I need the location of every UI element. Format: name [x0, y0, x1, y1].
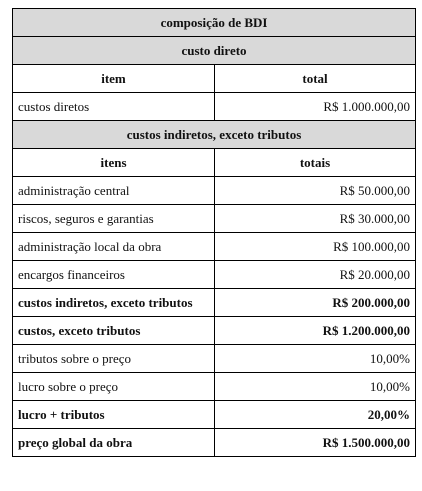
row-value: R$ 20.000,00: [215, 261, 416, 289]
row-value: R$ 30.000,00: [215, 205, 416, 233]
row-label: custos diretos: [13, 93, 215, 121]
row-value: R$ 1.500.000,00: [215, 429, 416, 457]
table-row: [13, 373, 416, 401]
direct-header-row: [13, 65, 416, 93]
table-row: [13, 345, 416, 373]
subtotal-row: [13, 289, 416, 317]
title-row: [13, 9, 416, 37]
table-row: [13, 233, 416, 261]
row-value: 10,00%: [215, 373, 416, 401]
row-label: lucro + tributos: [13, 401, 215, 429]
row-label: encargos financeiros: [13, 261, 215, 289]
column-header-item: item: [13, 65, 215, 93]
subtotal-row: [13, 317, 416, 345]
column-header-total: total: [215, 65, 416, 93]
row-label: custos indiretos, exceto tributos: [13, 289, 215, 317]
table-row: [13, 93, 416, 121]
row-label: preço global da obra: [13, 429, 215, 457]
row-value: R$ 200.000,00: [215, 289, 416, 317]
row-label: tributos sobre o preço: [13, 345, 215, 373]
bdi-table-container: [12, 8, 415, 457]
direct-section-heading: custo direto: [13, 37, 416, 65]
row-value: R$ 1.200.000,00: [215, 317, 416, 345]
column-header-itens: itens: [13, 149, 215, 177]
row-label: riscos, seguros e garantias: [13, 205, 215, 233]
row-label: administração local da obra: [13, 233, 215, 261]
row-value: R$ 100.000,00: [215, 233, 416, 261]
table-row: [13, 205, 416, 233]
indirect-section-heading-row: [13, 121, 416, 149]
row-value: 10,00%: [215, 345, 416, 373]
row-value: 20,00%: [215, 401, 416, 429]
row-value: R$ 1.000.000,00: [215, 93, 416, 121]
indirect-header-row: [13, 149, 416, 177]
row-label: lucro sobre o preço: [13, 373, 215, 401]
direct-section-heading-row: [13, 37, 416, 65]
subtotal-row: [13, 401, 416, 429]
total-row: [13, 429, 416, 457]
indirect-section-heading: custos indiretos, exceto tributos: [13, 121, 416, 149]
bdi-composition-table: [12, 8, 416, 457]
table-title: composição de BDI: [13, 9, 416, 37]
row-value: R$ 50.000,00: [215, 177, 416, 205]
row-label: custos, exceto tributos: [13, 317, 215, 345]
table-row: [13, 177, 416, 205]
row-label: administração central: [13, 177, 215, 205]
column-header-totais: totais: [215, 149, 416, 177]
table-row: [13, 261, 416, 289]
